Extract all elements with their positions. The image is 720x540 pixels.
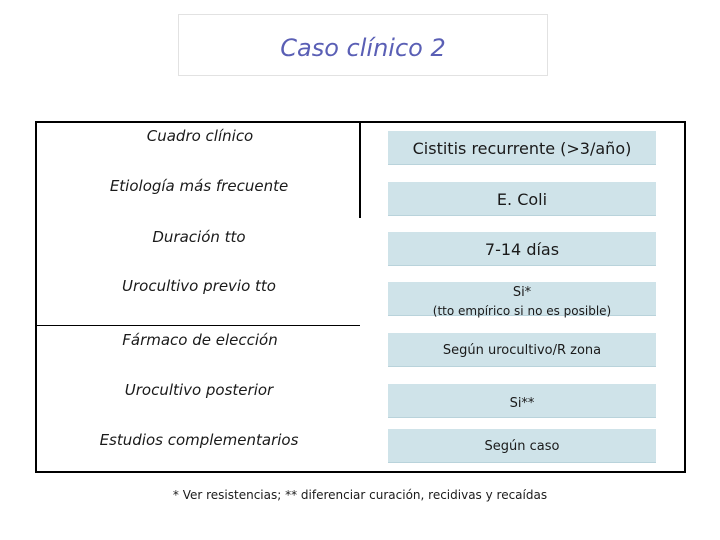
value-etiologia xyxy=(388,182,656,218)
value-text: Si** xyxy=(509,395,535,411)
label-cuadro-clinico: Cuadro clínico xyxy=(146,127,254,145)
slide-title: Caso clínico 2 xyxy=(280,34,446,62)
title-box xyxy=(178,14,548,76)
value-estudios xyxy=(388,429,656,465)
column-divider xyxy=(359,121,361,218)
footnote: * Ver resistencias; ** diferenciar curación, recidivas y recaídas xyxy=(172,488,548,502)
label-urocultivo-previo: Urocultivo previo tto xyxy=(122,277,276,295)
value-text: Cistitis recurrente (>3/año) xyxy=(412,138,632,158)
value-farmaco xyxy=(388,333,656,369)
label-farmaco: Fármaco de elección xyxy=(122,331,278,349)
value-text: 7-14 días xyxy=(484,239,560,259)
label-urocultivo-posterior: Urocultivo posterior xyxy=(124,381,274,399)
value-text: Si* xyxy=(512,285,532,300)
row-divider xyxy=(37,325,360,326)
value-text: E. Coli xyxy=(496,189,548,209)
value-cuadro-clinico xyxy=(388,131,656,167)
value-text: Según caso xyxy=(484,438,560,454)
value-note: (tto empírico si no es posible) xyxy=(432,304,612,318)
label-estudios: Estudios complementarios xyxy=(99,431,299,449)
value-text: Según urocultivo/R zona xyxy=(442,342,602,358)
label-etiologia: Etiología más frecuente xyxy=(109,177,289,195)
value-urocultivo-posterior xyxy=(388,384,656,420)
label-duracion: Duración tto xyxy=(152,228,246,246)
value-duracion xyxy=(388,232,656,268)
